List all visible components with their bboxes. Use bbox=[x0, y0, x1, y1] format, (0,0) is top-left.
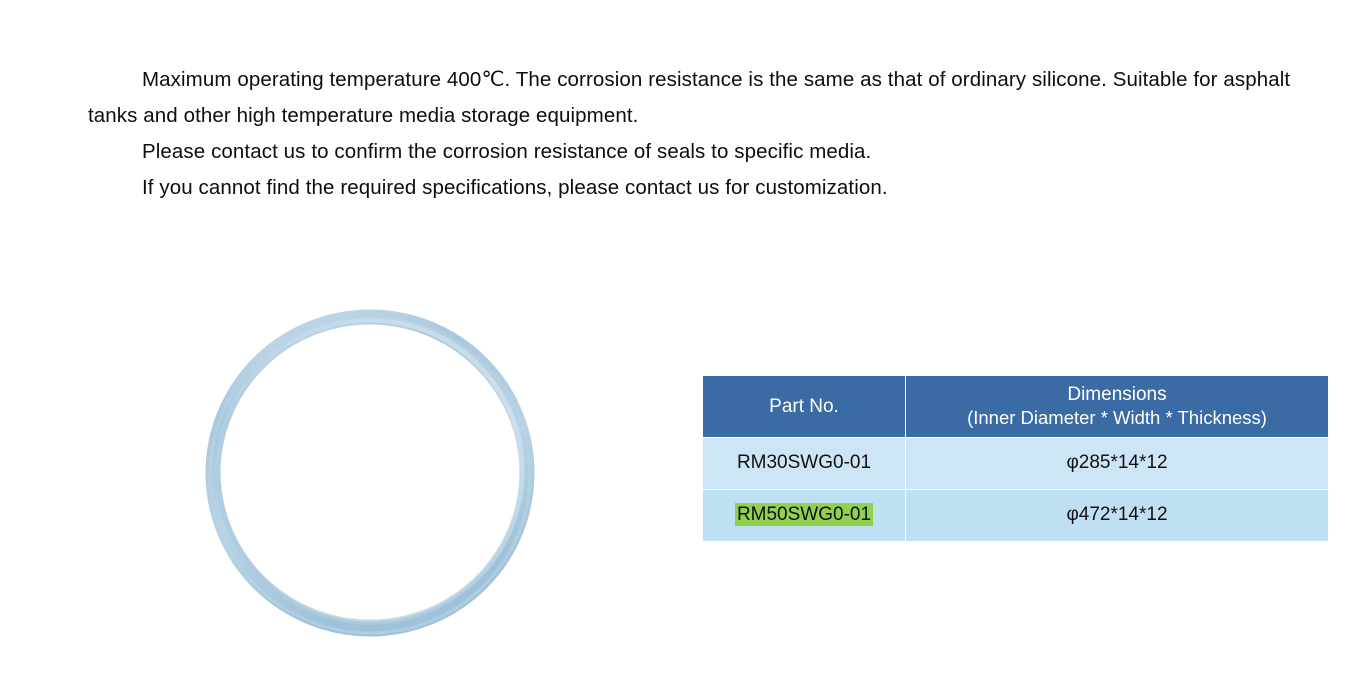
cell-part-no bbox=[703, 490, 906, 542]
sealing-ring-icon bbox=[205, 308, 535, 638]
column-header-dimensions-subtitle: (Inner Diameter * Width * Thickness) bbox=[967, 407, 1267, 428]
product-image-sealing-ring bbox=[205, 308, 535, 638]
column-header-dimensions bbox=[906, 376, 1329, 438]
table-row bbox=[703, 438, 1329, 490]
cell-dimensions: φ285*14*12 bbox=[906, 438, 1329, 490]
column-header-dimensions-title: Dimensions bbox=[1067, 384, 1167, 405]
description-text-block bbox=[88, 62, 1338, 206]
cell-part-no bbox=[703, 438, 906, 490]
paragraph-contact-corrosion: Please contact us to confirm the corrosion resistance of seals to specific media. bbox=[142, 140, 872, 163]
part-no-value: RM30SWG0-01 bbox=[736, 452, 872, 473]
column-header-part-no: Part No. bbox=[703, 376, 906, 438]
part-no-value-highlighted: RM50SWG0-01 bbox=[736, 504, 872, 525]
specifications-table bbox=[702, 375, 1329, 542]
paragraph-operating-temperature: Maximum operating temperature 400℃. The corrosion resistance is the same as that of ordinary silicone. Suitable for asphalt tanks and other high temperature media storage equipment. bbox=[88, 68, 1291, 127]
table-header-row bbox=[703, 376, 1329, 438]
table-row bbox=[703, 490, 1329, 542]
cell-dimensions: φ472*14*12 bbox=[906, 490, 1329, 542]
paragraph-customization: If you cannot find the required specifications, please contact us for customization. bbox=[142, 176, 888, 199]
